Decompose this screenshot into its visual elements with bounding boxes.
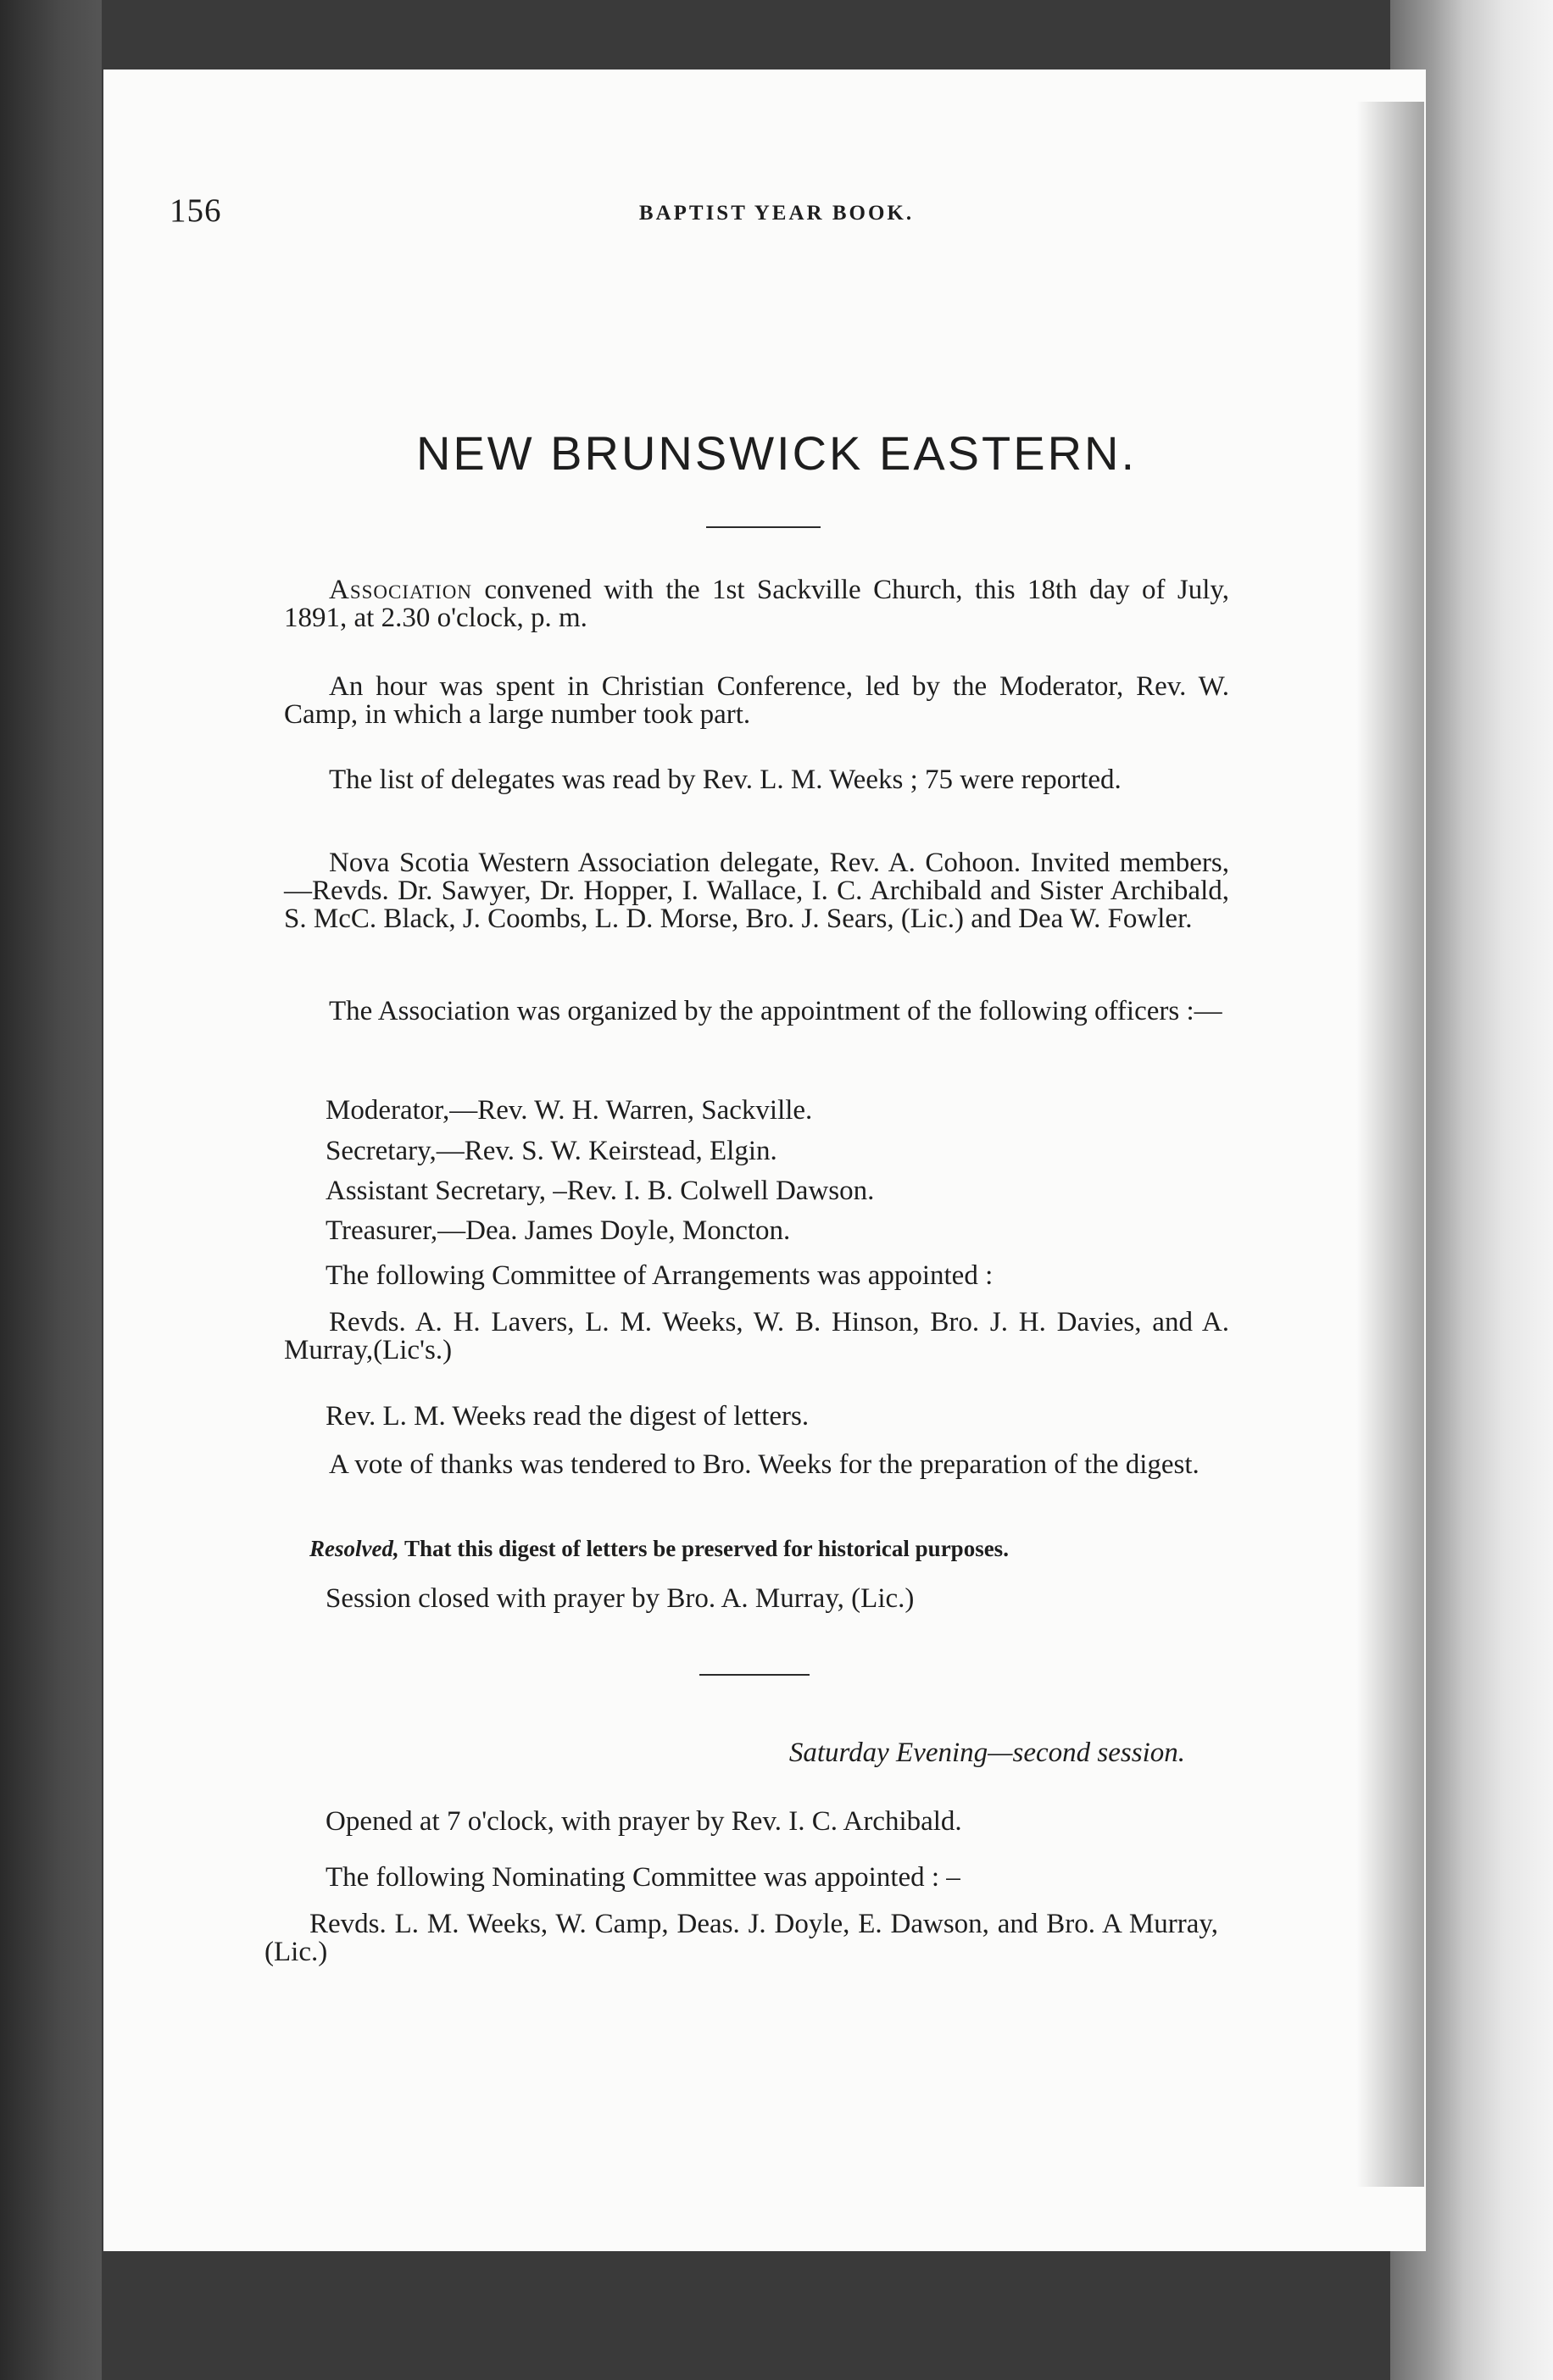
title-rule — [706, 526, 821, 528]
paragraph-convened — [284, 576, 1229, 632]
digest-read: Rev. L. M. Weeks read the digest of letters. — [326, 1401, 810, 1432]
nominating-members: Revds. L. M. Weeks, W. Camp, Deas. J. Doyle, E. Dawson, and Bro. A Murray, (Lic.) — [264, 1909, 1218, 1967]
session-closed: Session closed with prayer by Bro. A. Murray, (Lic.) — [326, 1583, 915, 1614]
section-rule — [699, 1674, 810, 1676]
officer-treasurer: Treasurer,—Dea. James Doyle, Moncton. — [326, 1215, 791, 1246]
officer-moderator: Moderator,—Rev. W. H. Warren, Sackville. — [326, 1095, 813, 1126]
section-title: NEW BRUNSWICK EASTERN. — [415, 426, 1138, 480]
convened-text: convened with the 1st Sackville Church, this 18th day of July, 1891, at 2.30 o'clock, p. m. — [284, 575, 1229, 633]
resolved-label: Resolved, — [309, 1536, 399, 1561]
paragraph-delegates: The list of delegates was read by Rev. L. M. Weeks ; 75 were reported. — [329, 765, 1122, 795]
running-title: BAPTIST YEAR BOOK. — [638, 202, 915, 225]
vote-of-thanks: A vote of thanks was tendered to Bro. Weeks for the preparation of the digest. — [329, 1449, 1200, 1480]
committee-members: Revds. A. H. Lavers, L. M. Weeks, W. B. Hinson, Bro. J. H. Davies, and A. Murray,(Lic's.) — [284, 1307, 1229, 1365]
page-number: 156 — [170, 192, 222, 229]
second-session-heading: Saturday Evening—second session. — [788, 1738, 1185, 1768]
paragraph-organized: The Association was organized by the appointment of the following officers :— — [329, 996, 1222, 1026]
paragraph-conference: An hour was spent in Christian Conference, led by the Moderator, Rev. W. Camp, in which a large number took part. — [284, 671, 1229, 730]
nominating-intro: The following Nominating Committee was appointed : – — [326, 1862, 960, 1893]
session-opened: Opened at 7 o'clock, with prayer by Rev. I. C. Archibald. — [326, 1806, 962, 1837]
resolved-text: That this digest of letters be preserved for historical purposes. — [398, 1536, 1009, 1561]
committee-intro: The following Committee of Arrangements was appointed : — [326, 1260, 994, 1291]
association-lead: Association — [329, 575, 473, 605]
officer-secretary: Secretary,—Rev. S. W. Keirstead, Elgin. — [326, 1136, 777, 1166]
resolved-line — [309, 1536, 1225, 1562]
page-fold-shadow — [1356, 102, 1424, 2187]
paragraph-invited-members: Nova Scotia Western Association delegate, Rev. A. Cohoon. Invited members,—Revds. Dr. Sawyer, Dr. Hopper, I. Wallace, I. C. Archibald and Sister Archibald, S. McC. Black, J. Coombs, L. D. Morse, Bro. J. Sears, (Lic.) and Dea W. Fowler. — [284, 848, 1229, 934]
officer-assistant-secretary: Assistant Secretary, –Rev. I. B. Colwell Dawson. — [326, 1176, 875, 1206]
scan-left-margin — [0, 0, 102, 2380]
